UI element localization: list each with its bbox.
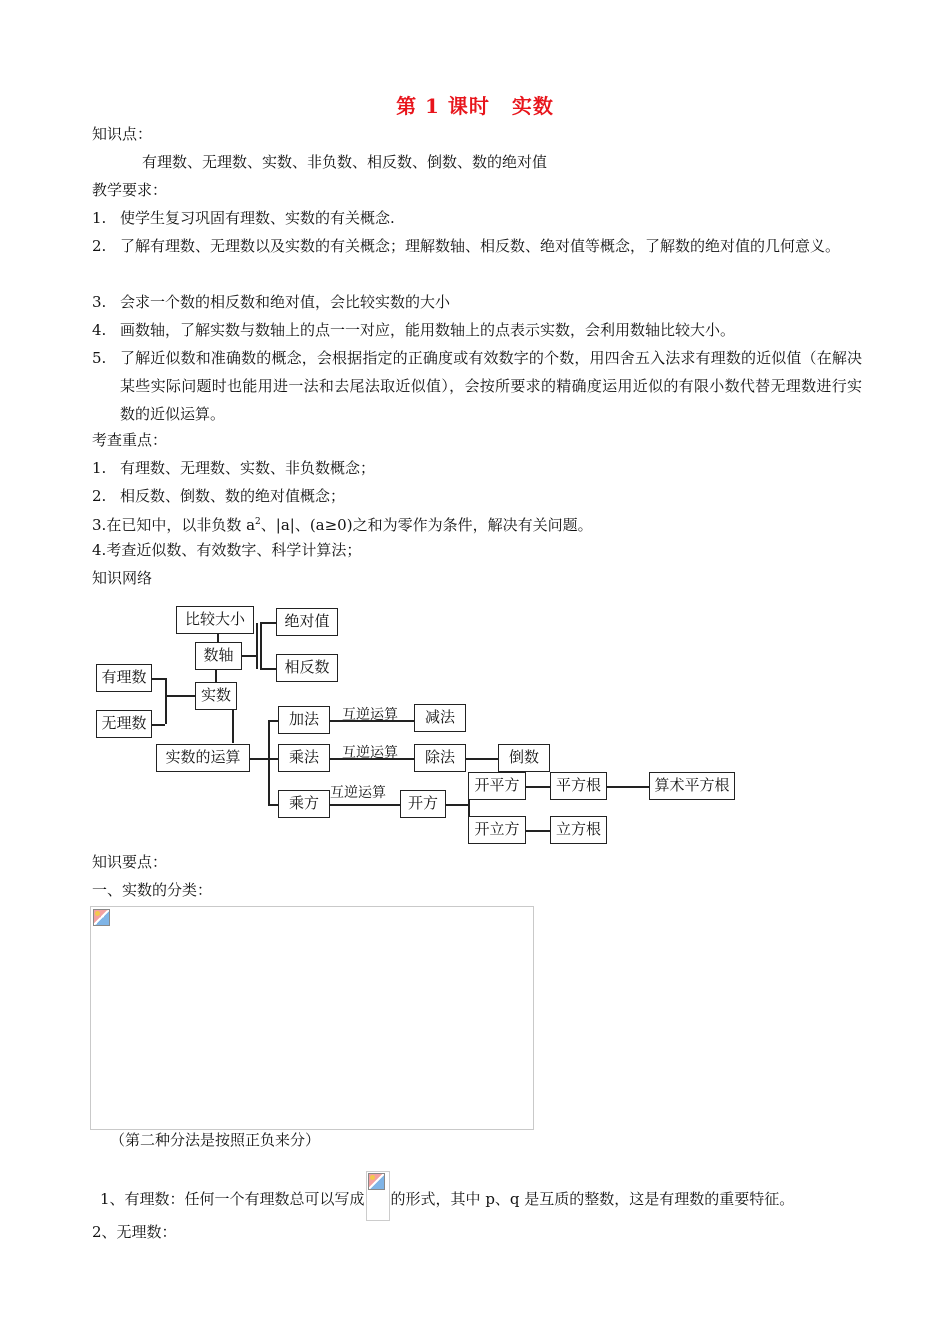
page-title xyxy=(0,90,950,119)
knowledge-points-heading: 知识点： xyxy=(92,125,153,143)
box-compare-size: 比较大小 xyxy=(176,606,254,634)
box-addition: 加法 xyxy=(278,706,330,734)
connector xyxy=(330,804,400,806)
connector xyxy=(607,786,649,788)
box-cube-root: 立方根 xyxy=(550,816,607,844)
connector xyxy=(260,622,276,624)
box-cube-root-op: 开立方 xyxy=(468,816,526,844)
connector xyxy=(256,623,258,669)
exam-focus-item: 4.考查近似数、有效数字、科学计算法； xyxy=(92,541,362,559)
box-square-root-op: 开平方 xyxy=(468,772,526,800)
box-irrational-number: 无理数 xyxy=(96,710,152,738)
box-absolute-value: 绝对值 xyxy=(276,608,338,636)
box-real-number: 实数 xyxy=(195,682,237,710)
connector xyxy=(268,720,278,722)
fraction-image xyxy=(366,1171,390,1221)
exam-focus-item: 3.在已知中，以非负数 $a^2$、|a|、(a≥0)之和为零作为条件，解决有关问题。 xyxy=(92,516,593,534)
irrational-heading: 2、无理数： xyxy=(92,1223,177,1241)
connector xyxy=(165,678,167,724)
box-real-operations: 实数的运算 xyxy=(156,744,250,772)
connector xyxy=(150,678,165,680)
key-points-heading: 知识要点： xyxy=(92,853,168,871)
box-division: 除法 xyxy=(414,744,466,772)
connector xyxy=(466,758,498,760)
inverse-op-label: 互逆运算 xyxy=(342,707,398,723)
connector xyxy=(268,804,278,806)
classification-image xyxy=(90,906,534,1130)
requirement-item: 1. 使学生复习巩固有理数、实数的有关概念. xyxy=(92,209,395,227)
knowledge-points-content: 有理数、无理数、实数、非负数、相反数、倒数、数的绝对值 xyxy=(142,153,548,171)
box-subtraction: 减法 xyxy=(414,704,466,732)
inverse-op-label: 互逆运算 xyxy=(330,785,386,801)
box-square-root: 平方根 xyxy=(550,772,607,800)
title-lesson: 第 1 课时 xyxy=(396,94,490,118)
title-topic: 实数 xyxy=(511,94,554,118)
connector xyxy=(526,830,550,832)
box-root: 开方 xyxy=(400,790,446,818)
knowledge-network-heading: 知识网络 xyxy=(92,569,153,587)
rational-definition: 1、有理数：任何一个有理数总可以写成 的形式，其中 p、q 是互质的整数，这是有理数的重要特征。 xyxy=(100,1175,794,1225)
requirement-item: 3. 会求一个数的相反数和绝对值，会比较实数的大小 xyxy=(92,293,451,311)
connector xyxy=(250,758,268,760)
box-arithmetic-square-root: 算术平方根 xyxy=(649,772,735,800)
connector xyxy=(232,709,234,743)
requirement-item: 2. 了解有理数、无理数以及实数的有关概念；理解数轴、相反数、绝对值等概念，了解数的绝对值的几何意义。 xyxy=(92,237,841,255)
connector xyxy=(165,695,195,697)
requirement-item: 5. 了解近似数和准确数的概念，会根据指定的正确度或有效数字的个数，用四舍五入法求有理数的近似值（在解决某些实际问题时也能用进一法和去尾法取近似值），会按所要求的精确度运用近似的有限小数代替无理数进行实数的近似运算。 xyxy=(92,349,862,423)
classification-caption: （第二种分法是按照正负来分） xyxy=(110,1131,321,1149)
broken-image-icon xyxy=(93,909,110,926)
connector xyxy=(242,655,256,657)
box-reciprocal: 倒数 xyxy=(498,744,550,772)
exam-focus-item: 2. 相反数、倒数、数的绝对值概念； xyxy=(92,487,346,505)
box-power: 乘方 xyxy=(278,790,330,818)
box-number-axis: 数轴 xyxy=(195,642,242,670)
box-rational-number: 有理数 xyxy=(96,664,152,692)
box-opposite-number: 相反数 xyxy=(276,654,338,682)
section-classification-heading: 一、实数的分类： xyxy=(92,881,213,899)
requirement-item: 4. 画数轴，了解实数与数轴上的点一一对应，能用数轴上的点表示实数，会利用数轴比较大小。 xyxy=(92,321,736,339)
exam-focus-heading: 考查重点： xyxy=(92,431,168,449)
connector xyxy=(268,720,270,804)
inverse-op-label: 互逆运算 xyxy=(342,745,398,761)
connector xyxy=(526,786,550,788)
connector xyxy=(446,804,468,806)
connector xyxy=(150,724,165,726)
teaching-requirements-heading: 教学要求： xyxy=(92,181,168,199)
connector xyxy=(268,758,278,760)
connector xyxy=(260,622,262,668)
connector xyxy=(260,668,276,670)
broken-image-icon xyxy=(368,1173,385,1190)
box-multiplication: 乘法 xyxy=(278,744,330,772)
knowledge-network-diagram xyxy=(90,598,770,858)
exam-focus-item: 1. 有理数、无理数、实数、非负数概念； xyxy=(92,459,376,477)
